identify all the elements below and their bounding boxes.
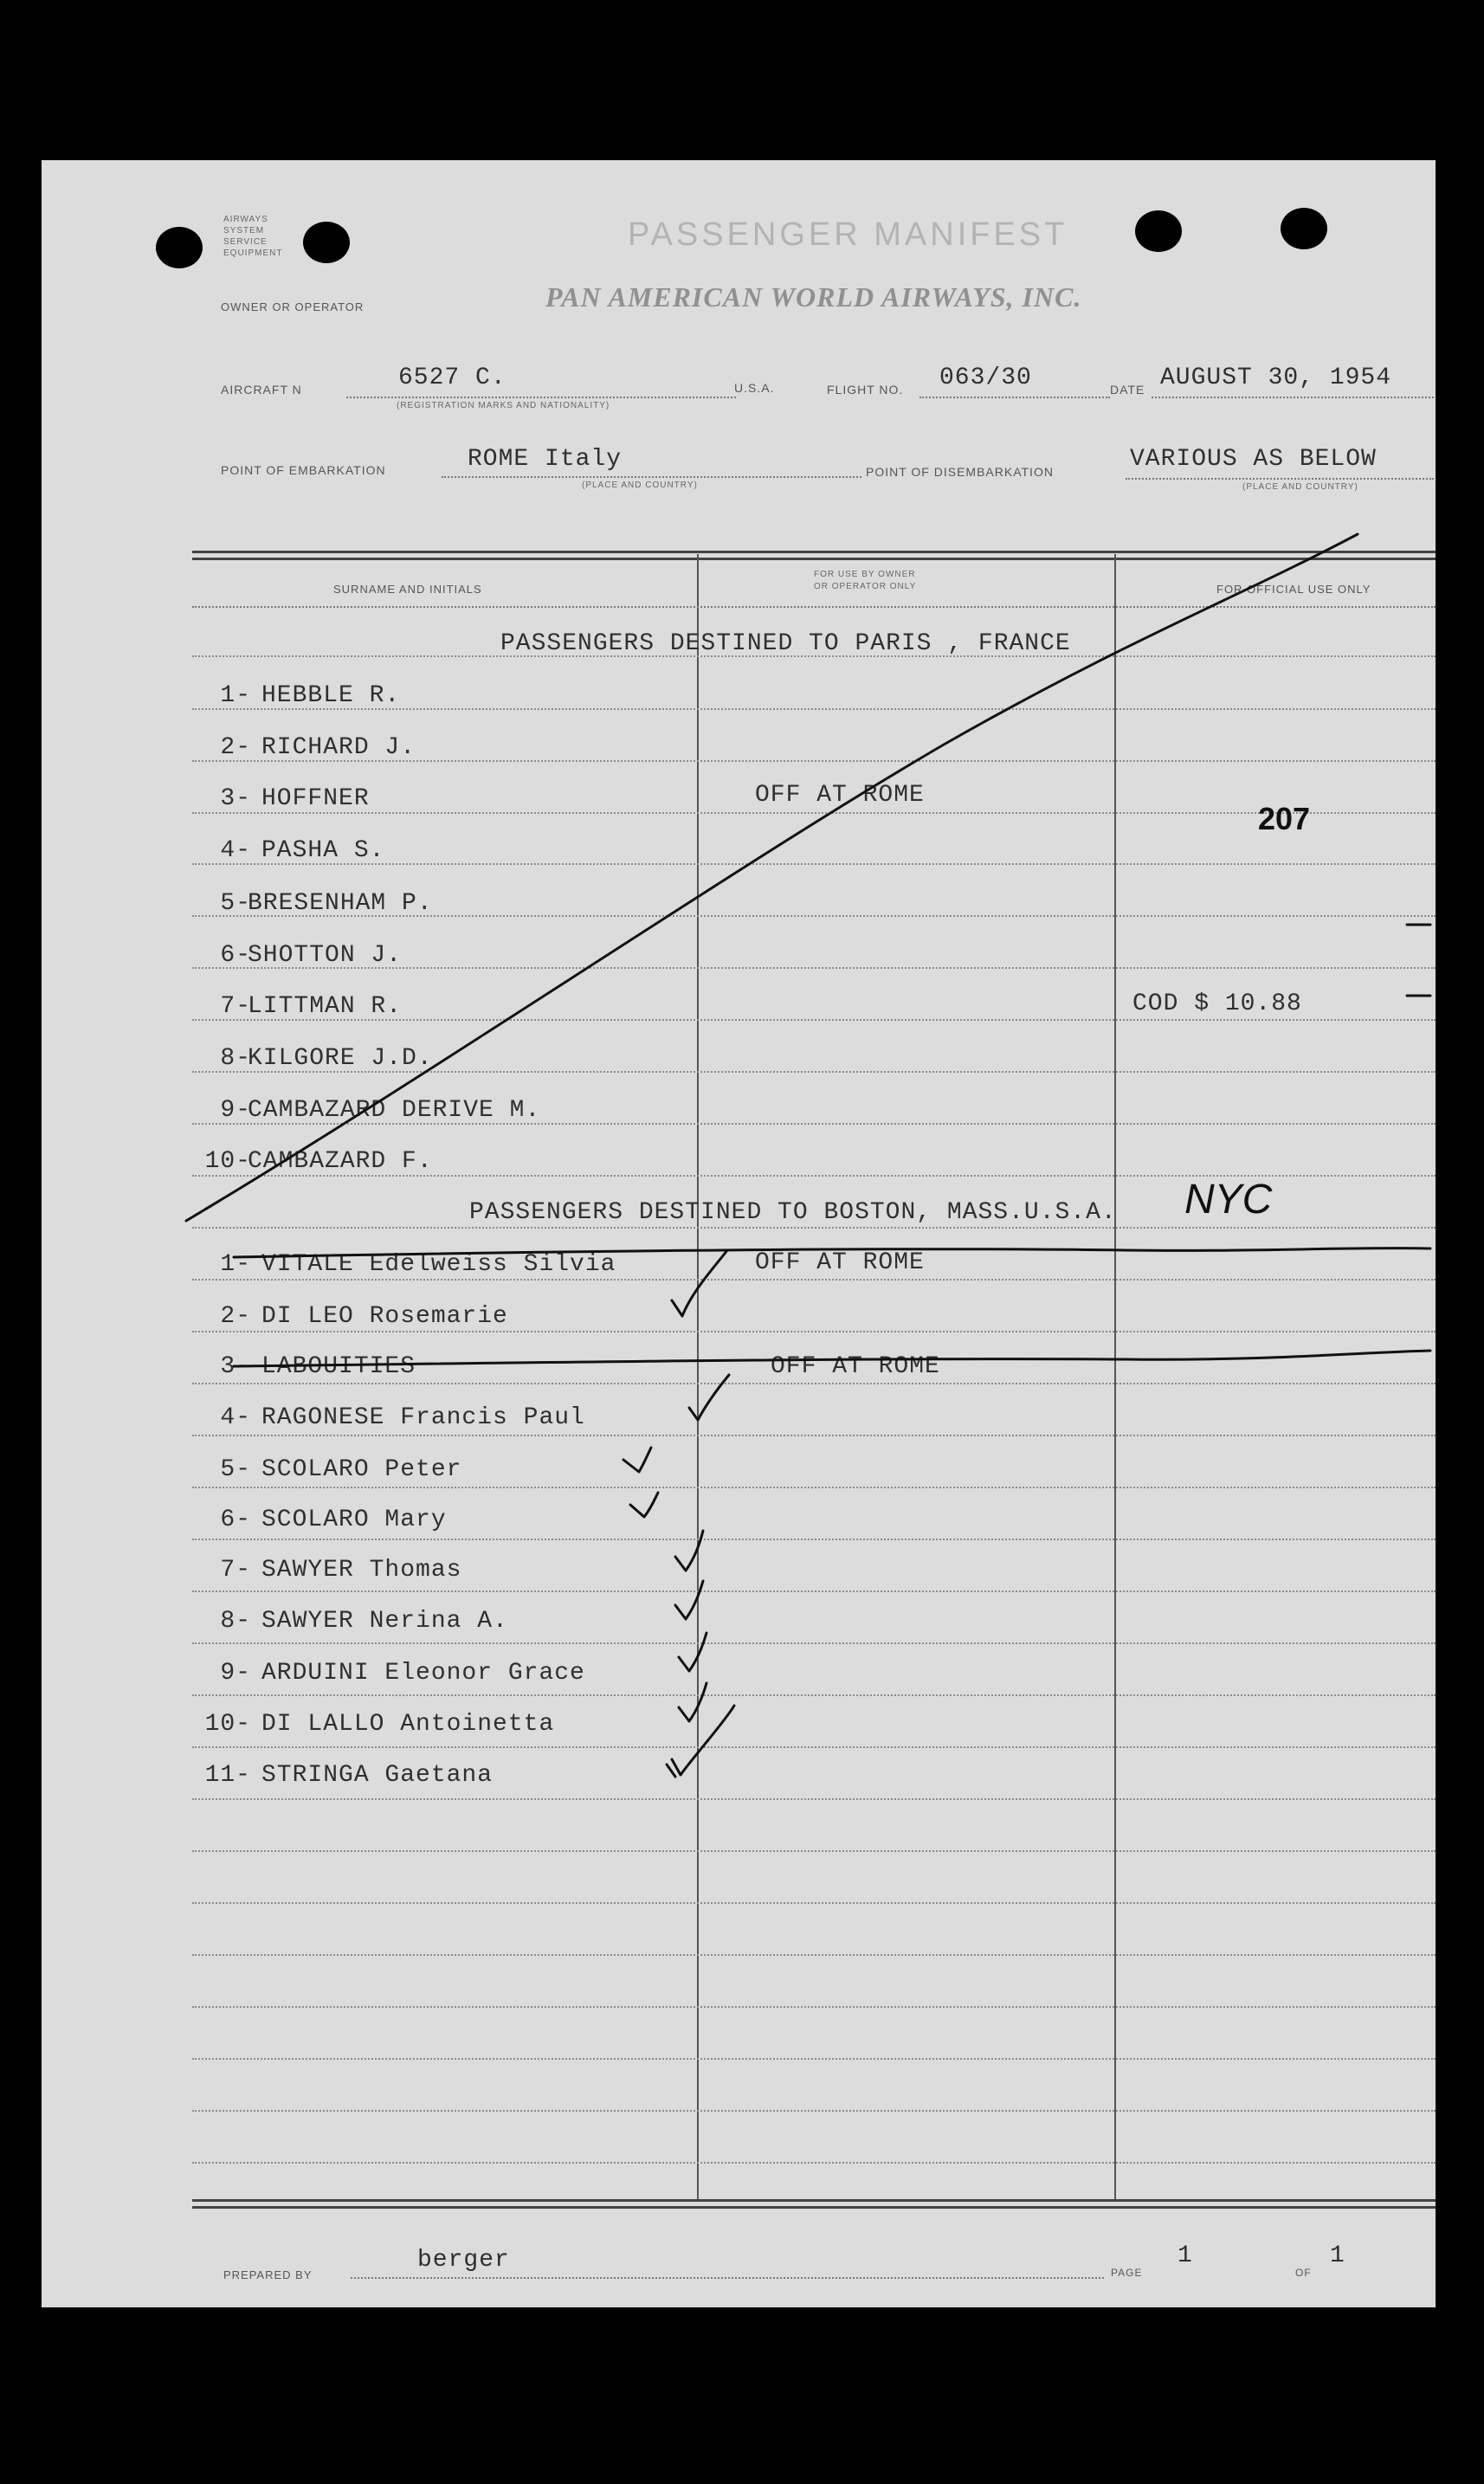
row-number: 10-: [204, 1711, 251, 1738]
passenger-name: RICHARD J.: [261, 734, 416, 761]
row-number: 8-: [220, 1045, 251, 1072]
row-number: 3-: [220, 785, 251, 812]
usa-label: U.S.A.: [734, 381, 775, 395]
registration-note: (REGISTRATION MARKS AND NATIONALITY): [397, 401, 610, 410]
passenger-name: CAMBAZARD F.: [248, 1148, 433, 1175]
stamp-line: SERVICE: [223, 237, 268, 247]
column-header-official: FOR OFFICIAL USE ONLY: [1216, 583, 1371, 596]
prepared-by-label: PREPARED BY: [223, 2268, 313, 2281]
page-title: PASSENGER MANIFEST: [628, 216, 1068, 253]
row-number: 9-: [220, 1660, 251, 1687]
passenger-name: LABOUITIES: [261, 1353, 416, 1380]
passenger-name: HEBBLE R.: [261, 682, 401, 709]
flight-value: 063/30: [939, 365, 1032, 391]
embarkation-value: ROME Italy: [468, 446, 623, 473]
manifest-sheet: [42, 160, 1436, 2307]
of-label: OF: [1295, 2267, 1312, 2279]
row-number: 1-: [220, 1251, 251, 1278]
passenger-name: DI LALLO Antoinetta: [261, 1711, 555, 1738]
passenger-name: SCOLARO Peter: [261, 1456, 462, 1483]
embarkation-label: POINT OF EMBARKATION: [221, 463, 386, 477]
stamp-line: AIRWAYS: [223, 215, 268, 224]
disembarkation-value: VARIOUS AS BELOW: [1130, 446, 1377, 473]
column-header-owner-use: FOR USE BY OWNER: [814, 570, 916, 579]
official-stamp: 207: [1258, 801, 1311, 836]
group-heading: PASSENGERS DESTINED TO BOSTON, MASS.U.S.A.: [469, 1199, 1117, 1226]
passenger-name: VITALE Edelweiss Silvia: [261, 1251, 616, 1278]
handwritten-destination: NYC: [1184, 1177, 1273, 1223]
date-label: DATE: [1110, 383, 1145, 397]
column-header-surname: SURNAME AND INITIALS: [333, 583, 482, 596]
passenger-name: DI LEO Rosemarie: [261, 1303, 508, 1330]
stamp-line: SYSTEM: [223, 226, 265, 235]
passenger-name: LITTMAN R.: [248, 993, 403, 1020]
stamp-line: EQUIPMENT: [223, 248, 283, 258]
page-total: 1: [1330, 2242, 1345, 2269]
column-header-owner-use: OR OPERATOR ONLY: [814, 582, 917, 591]
embarkation-note: (PLACE AND COUNTRY): [582, 481, 698, 490]
punch-hole: [156, 227, 203, 268]
row-number: 4-: [220, 1404, 251, 1431]
aircraft-value: 6527 C.: [398, 365, 506, 391]
passenger-name: SAWYER Nerina A.: [261, 1608, 508, 1635]
passenger-name: SCOLARO Mary: [261, 1507, 447, 1533]
passenger-name: CAMBAZARD DERIVE M.: [248, 1097, 541, 1124]
punch-hole: [1135, 210, 1182, 252]
disembarkation-note: (PLACE AND COUNTRY): [1242, 482, 1358, 492]
passenger-name: BRESENHAM P.: [248, 890, 433, 917]
passenger-name: SHOTTON J.: [248, 942, 403, 969]
page-label: PAGE: [1111, 2267, 1143, 2279]
row-number: 9-: [220, 1097, 251, 1124]
passenger-name: STRINGA Gaetana: [261, 1762, 494, 1789]
row-number: 6-: [220, 1507, 251, 1533]
row-number: 5-: [220, 1456, 251, 1483]
row-number: 4-: [220, 837, 251, 864]
passenger-name: PASHA S.: [261, 837, 385, 864]
operator-note: OFF AT ROME: [771, 1353, 940, 1380]
passenger-name: HOFFNER: [261, 785, 370, 812]
company-name: PAN AMERICAN WORLD AIRWAYS, INC.: [545, 281, 1082, 313]
row-number: 5-: [220, 890, 251, 917]
page-number: 1: [1178, 2242, 1193, 2269]
flight-label: FLIGHT NO.: [827, 383, 904, 397]
official-note: COD $ 10.88: [1132, 990, 1302, 1017]
row-number: 3-: [220, 1353, 251, 1380]
passenger-name: ARDUINI Eleonor Grace: [261, 1660, 585, 1687]
row-number: 8-: [220, 1608, 251, 1635]
row-number: 1-: [220, 682, 251, 709]
passenger-name: RAGONESE Francis Paul: [261, 1404, 585, 1431]
date-value: AUGUST 30, 1954: [1160, 365, 1392, 391]
row-number: 6-: [220, 942, 251, 969]
row-number: 11-: [204, 1762, 251, 1789]
group-heading: PASSENGERS DESTINED TO PARIS , FRANCE: [500, 630, 1071, 657]
disembarkation-label: POINT OF DISEMBARKATION: [866, 465, 1054, 479]
operator-note: OFF AT ROME: [755, 1249, 925, 1276]
punch-hole: [303, 222, 350, 263]
passenger-name: SAWYER Thomas: [261, 1557, 462, 1584]
row-number: 2-: [220, 734, 251, 761]
passenger-name: KILGORE J.D.: [248, 1045, 433, 1072]
row-number: 7-: [220, 1557, 251, 1584]
owner-label: OWNER OR OPERATOR: [221, 300, 365, 313]
operator-note: OFF AT ROME: [755, 782, 925, 809]
prepared-by-value: berger: [417, 2247, 510, 2274]
row-number: 7-: [220, 993, 251, 1020]
punch-hole: [1281, 208, 1327, 249]
row-number: 10-: [204, 1148, 251, 1175]
aircraft-label: AIRCRAFT N: [221, 383, 302, 397]
row-number: 2-: [220, 1303, 251, 1330]
